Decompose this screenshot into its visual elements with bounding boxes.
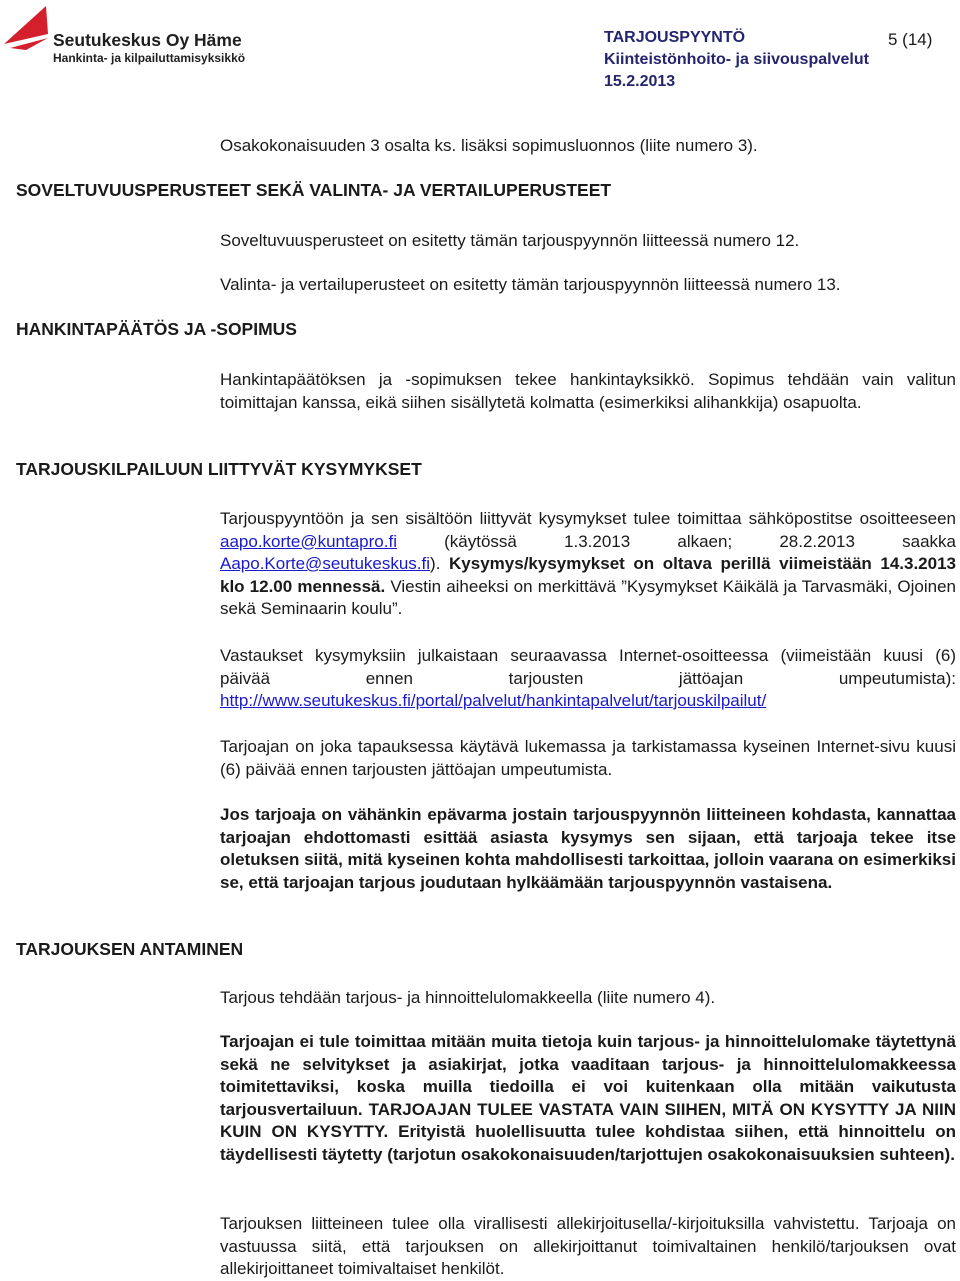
doc-subject: Kiinteistönhoito- ja siivouspalvelut	[604, 51, 869, 68]
kysymykset-paragraph-1	[220, 508, 956, 621]
doc-type: TARJOUSPYYNTÖ	[604, 29, 746, 46]
email-link-kuntapro[interactable]: aapo.korte@kuntapro.fi	[220, 531, 397, 551]
org-unit: Hankinta- ja kilpailuttamisyksikkö	[53, 51, 246, 65]
heading-hankintapaatos: HANKINTAPÄÄTÖS JA -SOPIMUS	[16, 319, 297, 339]
soveltuvuus-paragraph-1: Soveltuvuusperusteet on esitetty tämän tarjouspyynnön liitteessä numero 12.	[220, 231, 800, 250]
kysymykset-p1-text-a: Tarjouspyyntöön ja sen sisältöön liittyvät kysymykset tulee toimittaa sähköpostitse osoitteeseen	[220, 509, 956, 528]
soveltuvuus-paragraph-2: Valinta- ja vertailuperusteet on esitetty tämän tarjouspyynnön liitteessä numero 13.	[220, 275, 841, 294]
seutukeskus-logo-icon	[2, 4, 50, 50]
antaminen-paragraph-1: Tarjous tehdään tarjous- ja hinnoittelulomakkeella (liite numero 4).	[220, 988, 716, 1007]
kysymykset-deadline: Kysymys/kysymykset on oltava perillä viimeistään 14.3.2013 klo 12.00 mennessä.	[220, 554, 956, 596]
kysymykset-paragraph-3: Tarjoajan on joka tapauksessa käytävä lukemassa ja tarkistamassa kyseinen Internet-sivu kuusi (6) päivää ennen tarjousten jättöajan umpeutumista.	[220, 737, 956, 779]
org-name: Seutukeskus Oy Häme	[53, 30, 242, 50]
intro-line: Osakokonaisuuden 3 osalta ks. lisäksi sopimusluonnos (liite numero 3).	[220, 136, 758, 155]
heading-kysymykset: TARJOUSKILPAILUUN LIITTYVÄT KYSYMYKSET	[16, 459, 422, 479]
answers-url-link[interactable]: http://www.seutukeskus.fi/portal/palvelut/hankintapalvelut/tarjouskilpailut/	[220, 691, 767, 710]
kysymykset-p2-text: Vastaukset kysymyksiin julkaistaan seuraavassa Internet-osoitteessa (viimeistään kuusi (6) päivää ennen tarjousten jättöajan umpeutumista):	[220, 646, 956, 688]
page-number: 5 (14)	[888, 30, 933, 49]
antaminen-paragraph-2: Tarjoajan ei tule toimittaa mitään muita tietoja kuin tarjous- ja hinnoittelulomake täytettynä sekä ne selvitykset ja asiakirjat, jotka vaaditaan tarjous- ja hinnoittelulomakkeessa toimitettaviksi, koska muilla tiedoilla ei voi kuitenkaan olla mitään vaikutusta tarjousvertailuun. TARJOAJAN TULEE VASTATA VAIN SIIHEN, MITÄ ON KYSYTTY JA NIIN KUIN ON KYSYTTY. Erityistä huolellisuutta tulee kohdistaa siihen, että hinnoittelu on täydellisesti täytetty (tarjotun osakokonaisuuden/tarjottujen osakokonaisuuksien suhteen).	[220, 1032, 956, 1164]
kysymykset-paragraph-2	[220, 645, 956, 713]
email-link-seutukeskus[interactable]: Aapo.Korte@seutukeskus.fi	[220, 554, 431, 573]
heading-antaminen: TARJOUKSEN ANTAMINEN	[16, 939, 244, 959]
kysymykset-paragraph-4: Jos tarjoaja on vähänkin epävarma jostain tarjouspyynnön liitteineen kohdasta, kannattaa tarjoajan ehdottomasti esittää asiasta kysymys sen sijaan, että tarjoaja tekee itse oletuksen siitä, mitä kyseinen kohta mahdollisesti tarkoittaa, jolloin vaarana on esimerkiksi se, että tarjoajan tarjous joudutaan hylkäämään tarjouspyynnön vastaisena.	[220, 805, 956, 892]
heading-soveltuvuus: SOVELTUVUUSPERUSTEET SEKÄ VALINTA- JA VERTAILUPERUSTEET	[16, 180, 612, 200]
kysymykset-p1-text-d: Viestin aiheeksi on merkittävä ”Kysymykset Käikälä ja Tarvasmäki, Ojoinen sekä Seminaarin koulu”.	[220, 576, 957, 618]
doc-date: 15.2.2013	[604, 73, 676, 90]
hankintapaatos-paragraph: Hankintapäätöksen ja -sopimuksen tekee hankintayksikkö. Sopimus tehdään vain valitun toimittajan kanssa, eikä siihen sisällytetä kolmatta (esimerkiksi alihankkija) osapuolta.	[220, 370, 956, 412]
antaminen-paragraph-3: Tarjouksen liitteineen tulee olla virallisesti allekirjoitusella/-kirjoituksilla vahvistettu. Tarjoaja on vastuussa siitä, että tarjouksen on allekirjoittanut toimivaltainen henkilö/tarjouksen ovat allekirjoittaneet toimivaltaiset henkilöt.	[220, 1214, 956, 1278]
kysymykset-p1-text-b: (käytössä 1.3.2013 alkaen; 28.2.2013 saakka	[396, 531, 956, 551]
kysymykset-p1-text-c: ).	[430, 554, 450, 573]
